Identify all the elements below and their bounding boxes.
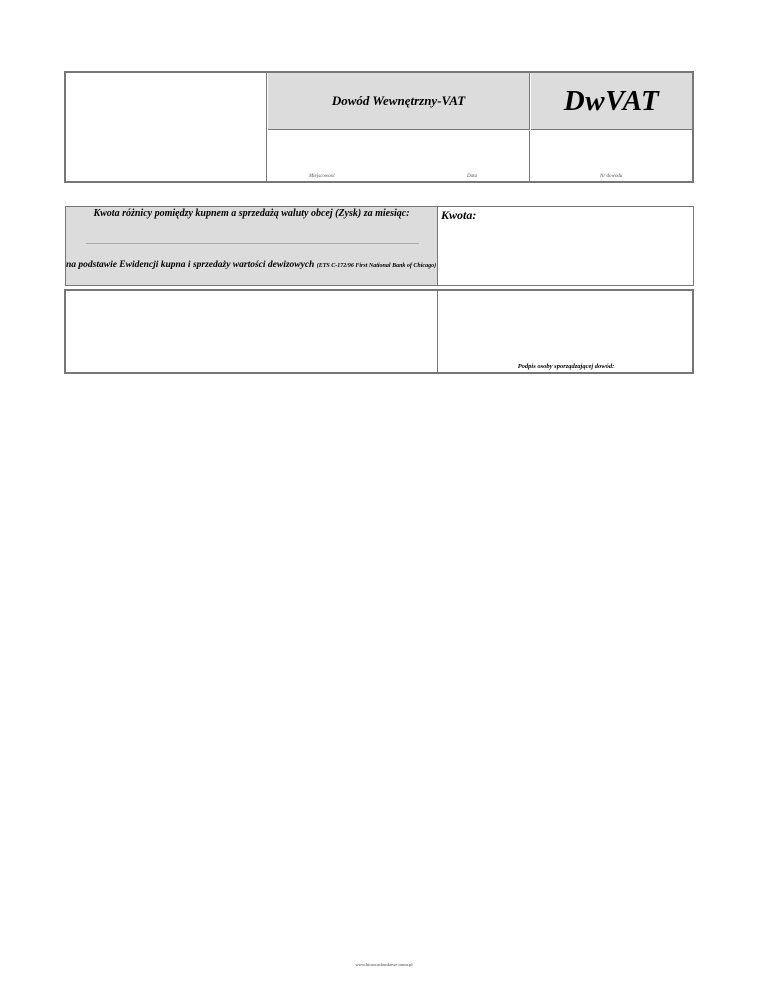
place-label: Miejscowość: [309, 174, 335, 179]
document-number-label: Nr dowodu: [600, 174, 623, 179]
amount-basis: [66, 260, 438, 271]
basis-note-text: (ETS C-172/96 First National Bank of Chicago): [316, 263, 437, 269]
date-label: Data: [467, 174, 477, 179]
code-cell: [531, 73, 692, 130]
amount-heading: Kwota różnicy pomiędzy kupnem a sprzedażą waluty obcej (Zysk) za miesiąc:: [93, 208, 410, 219]
signature-label: Podpis osoby sporządzającej dowód:: [517, 363, 615, 370]
title-cell: [268, 73, 530, 130]
basis-main-text: na podstawie Ewidencji kupna i sprzedaży wartości dewizowych: [66, 260, 315, 270]
signature-section: [64, 289, 694, 374]
amount-value-field[interactable]: [438, 206, 694, 286]
document-code: DwVAT: [563, 84, 660, 117]
amount-label: Kwota:: [441, 208, 477, 222]
place-date-field[interactable]: [268, 131, 530, 181]
document-title: Dowód Wewnętrzny-VAT: [331, 93, 466, 108]
company-stamp-area: [66, 73, 267, 181]
footer-url: www.biurorachunkowe.tonsa.pl: [355, 962, 413, 967]
month-input-line[interactable]: [86, 243, 419, 244]
signature-divider: [437, 291, 438, 372]
